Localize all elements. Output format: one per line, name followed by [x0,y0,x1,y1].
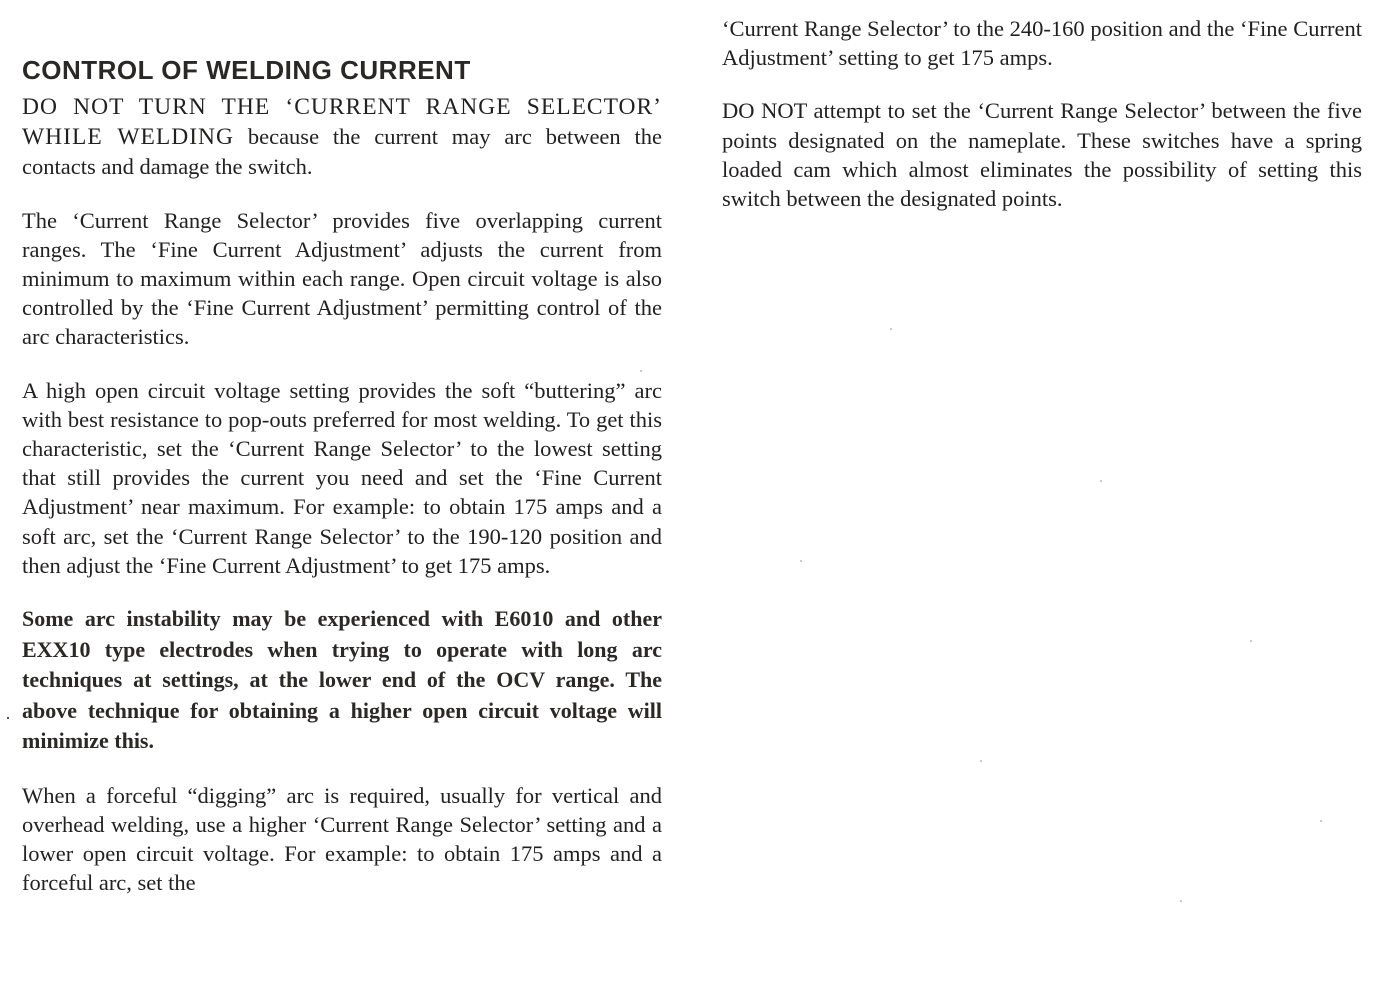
scan-speck [890,328,892,330]
do-not-attempt-paragraph: DO NOT attempt to set the ‘Current Range Selector’ between the five points designated on the nameplate. These switches have a spring loaded cam which almost eliminates the possibility of setting this switch between the designated points. [722,98,1362,212]
continued-paragraph: ‘Current Range Selector’ to the 240-160 position and the ‘Fine Current Adjustment’ setting to get 175 amps. [722,16,1362,71]
arc-instability-paragraph: Some arc instability may be experienced with E6010 and other EXX10 type electrodes when trying to operate with long arc techniques at settings, at the lower end of the OCV range. The above technique for obtaining a higher open circuit voltage will minimize this. [22,606,662,754]
scan-speck [1180,900,1182,902]
scan-speck [1100,480,1102,482]
warning-paragraph [22,92,662,182]
warning-rest: because the current may arc between the contacts and damage the switch. [22,124,662,180]
left-column [22,55,662,921]
scan-speck [800,560,802,562]
warning-lead: DO NOT TURN THE ‘CURRENT RANGE SELECTOR’ WHILE WELDING [22,94,662,151]
scan-speck [1250,640,1252,642]
soft-arc-paragraph: A high open circuit voltage setting provides the soft “buttering” arc with best resistance to pop-outs preferred for most welding. To get this characteristic, set the ‘Current Range Selector’ to the lowest setting that still provides the current you need and set the ‘Fine Current Adjustment’ near maximum. For example: to obtain 175 amps and a soft arc, set the ‘Current Range Selector’ to the 190-120 position and then adjust the ‘Fine Current Adjustment’ to get 175 amps. [22,377,662,578]
scan-speck [1320,820,1322,822]
range-selector-paragraph: The ‘Current Range Selector’ provides five overlapping current ranges. The ‘Fine Current Adjustment’ adjusts the current from minimum to maximum within each range. Open circuit voltage is also controlled by the ‘Fine Current Adjustment’ permitting control of the arc characteristics. [22,207,662,350]
forceful-arc-paragraph: When a forceful “digging” arc is required, usually for vertical and overhead welding, use a higher ‘Current Range Selector’ setting and a lower open circuit voltage. For example: to obtain 175 amps and a forceful arc, set the [22,782,662,896]
right-column [722,14,1362,237]
section-heading: CONTROL OF WELDING CURRENT [22,55,471,85]
bullet-mark: · [5,708,11,728]
scan-speck [980,760,982,762]
scan-speck [640,370,642,372]
